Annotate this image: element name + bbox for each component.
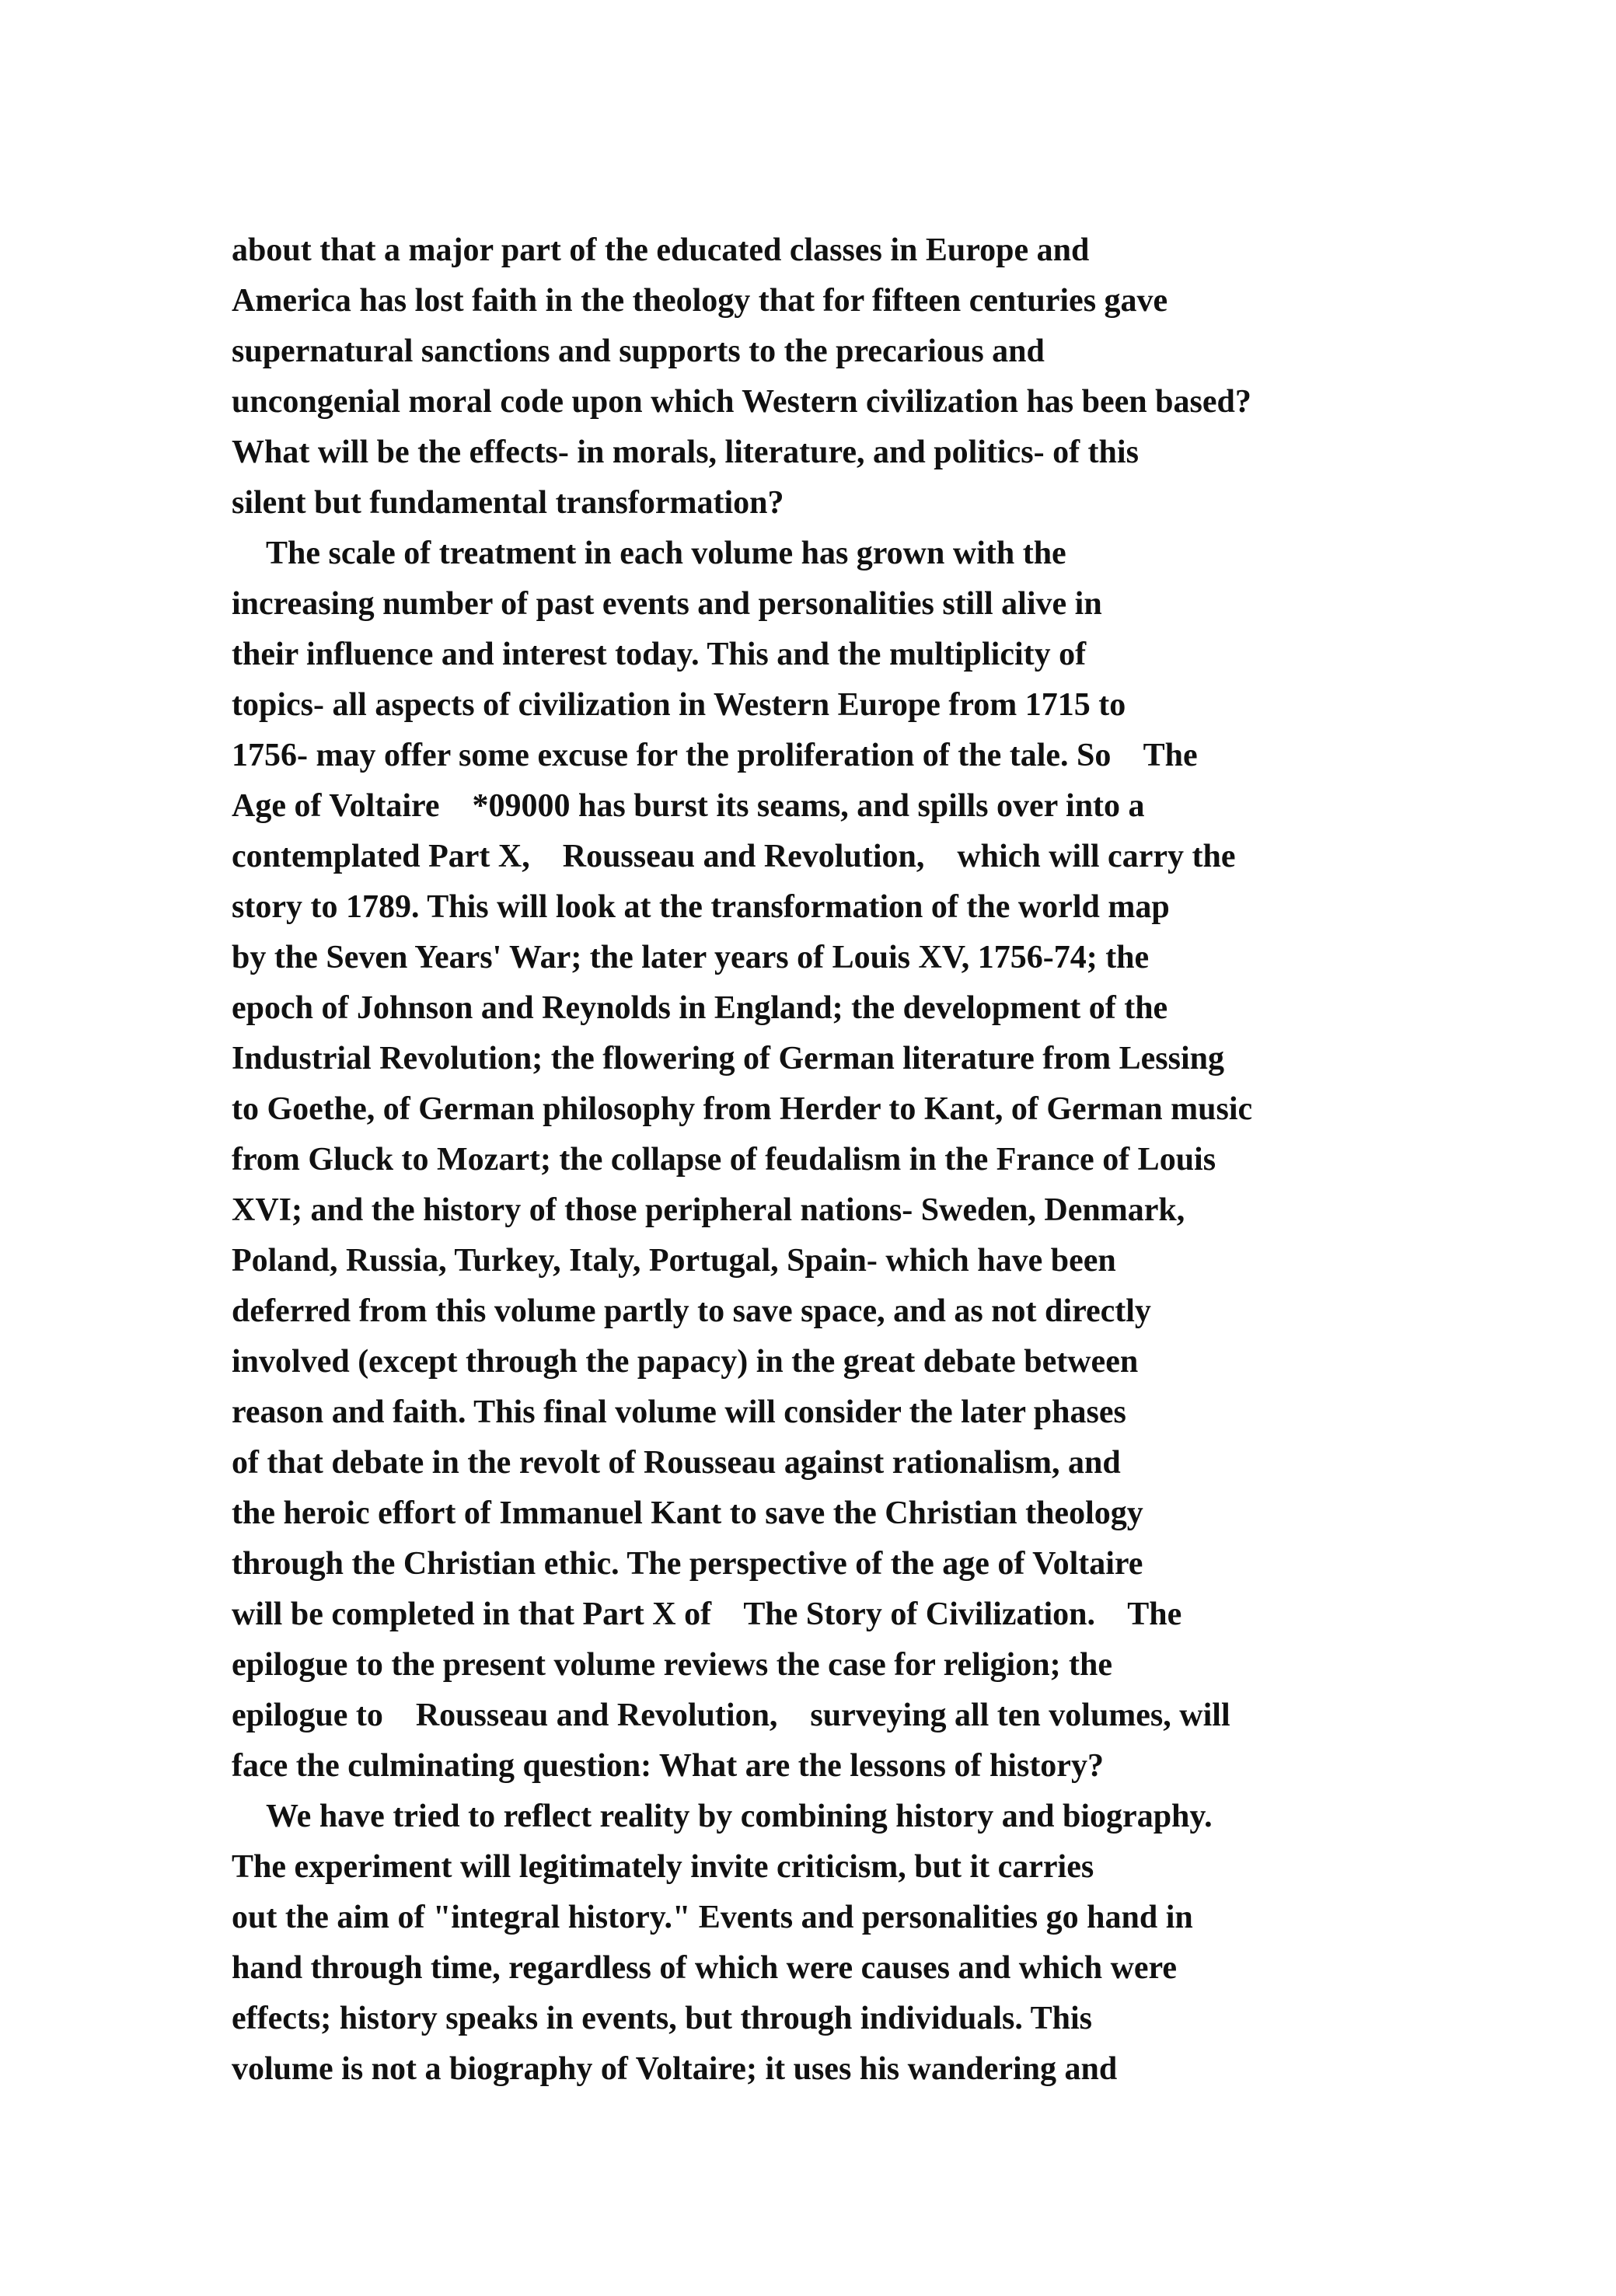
text-line: out the aim of "integral history." Events and personalities go hand in — [232, 1900, 1193, 1935]
text-line: from Gluck to Mozart; the collapse of feudalism in the France of Louis — [232, 1142, 1216, 1178]
text-line: about that a major part of the educated classes in Europe and — [232, 232, 1090, 268]
text-line: volume is not a biography of Voltaire; it uses his wandering and — [232, 2051, 1118, 2087]
text-line: supernatural sanctions and supports to the precarious and — [232, 333, 1045, 369]
text-line: by the Seven Years' War; the later years of Louis XV, 1756-74; the — [232, 940, 1150, 975]
text-line: hand through time, regardless of which were causes and which were — [232, 1950, 1178, 1986]
text-line: their influence and interest today. This and the multiplicity of — [232, 637, 1087, 672]
text-line: the heroic effort of Immanuel Kant to save the Christian theology — [232, 1495, 1143, 1531]
body-text — [232, 225, 1398, 2095]
paragraph-start-line: The scale of treatment in each volume has grown with the — [266, 536, 1066, 571]
text-line: epilogue to the present volume reviews the case for religion; the — [232, 1647, 1113, 1683]
text-line: epilogue to Rousseau and Revolution, surveying all ten volumes, will — [232, 1698, 1230, 1733]
text-line: story to 1789. This will look at the transformation of the world map — [232, 889, 1170, 925]
text-line: to Goethe, of German philosophy from Herder to Kant, of German music — [232, 1091, 1253, 1127]
text-line: epoch of Johnson and Reynolds in England; the development of the — [232, 990, 1168, 1026]
text-line: increasing number of past events and personalities still alive in — [232, 586, 1102, 622]
text-line: Poland, Russia, Turkey, Italy, Portugal, Spain- which have been — [232, 1243, 1116, 1279]
text-line: What will be the effects- in morals, literature, and politics- of this — [232, 434, 1139, 470]
text-line: face the culminating question: What are the lessons of history? — [232, 1748, 1104, 1784]
text-line: reason and faith. This final volume will consider the later phases — [232, 1394, 1126, 1430]
text-line: of that debate in the revolt of Rousseau against rationalism, and — [232, 1445, 1121, 1481]
text-line: Age of Voltaire *09000 has burst its seams, and spills over into a — [232, 788, 1145, 824]
text-line: 1756- may offer some excuse for the proliferation of the tale. So The — [232, 738, 1198, 773]
text-line: involved (except through the papacy) in the great debate between — [232, 1344, 1139, 1380]
text-line: will be completed in that Part X of The Story of Civilization. The — [232, 1596, 1182, 1632]
text-line: silent but fundamental transformation? — [232, 485, 784, 521]
text-line: effects; history speaks in events, but through individuals. This — [232, 2001, 1092, 2036]
paragraph-start-line: We have tried to reflect reality by combining history and biography. — [266, 1799, 1213, 1834]
text-line: topics- all aspects of civilization in Western Europe from 1715 to — [232, 687, 1126, 723]
text-line: America has lost faith in the theology that for fifteen centuries gave — [232, 283, 1168, 319]
text-line: deferred from this volume partly to save space, and as not directly — [232, 1293, 1151, 1329]
text-line: Industrial Revolution; the flowering of German literature from Lessing — [232, 1041, 1225, 1076]
text-line: contemplated Part X, Rousseau and Revolution, which will carry the — [232, 839, 1236, 874]
text-line: through the Christian ethic. The perspective of the age of Voltaire — [232, 1546, 1143, 1582]
text-line: XVI; and the history of those peripheral nations- Sweden, Denmark, — [232, 1192, 1185, 1228]
text-line: uncongenial moral code upon which Western civilization has been based? — [232, 384, 1251, 420]
text-line: The experiment will legitimately invite criticism, but it carries — [232, 1849, 1094, 1885]
